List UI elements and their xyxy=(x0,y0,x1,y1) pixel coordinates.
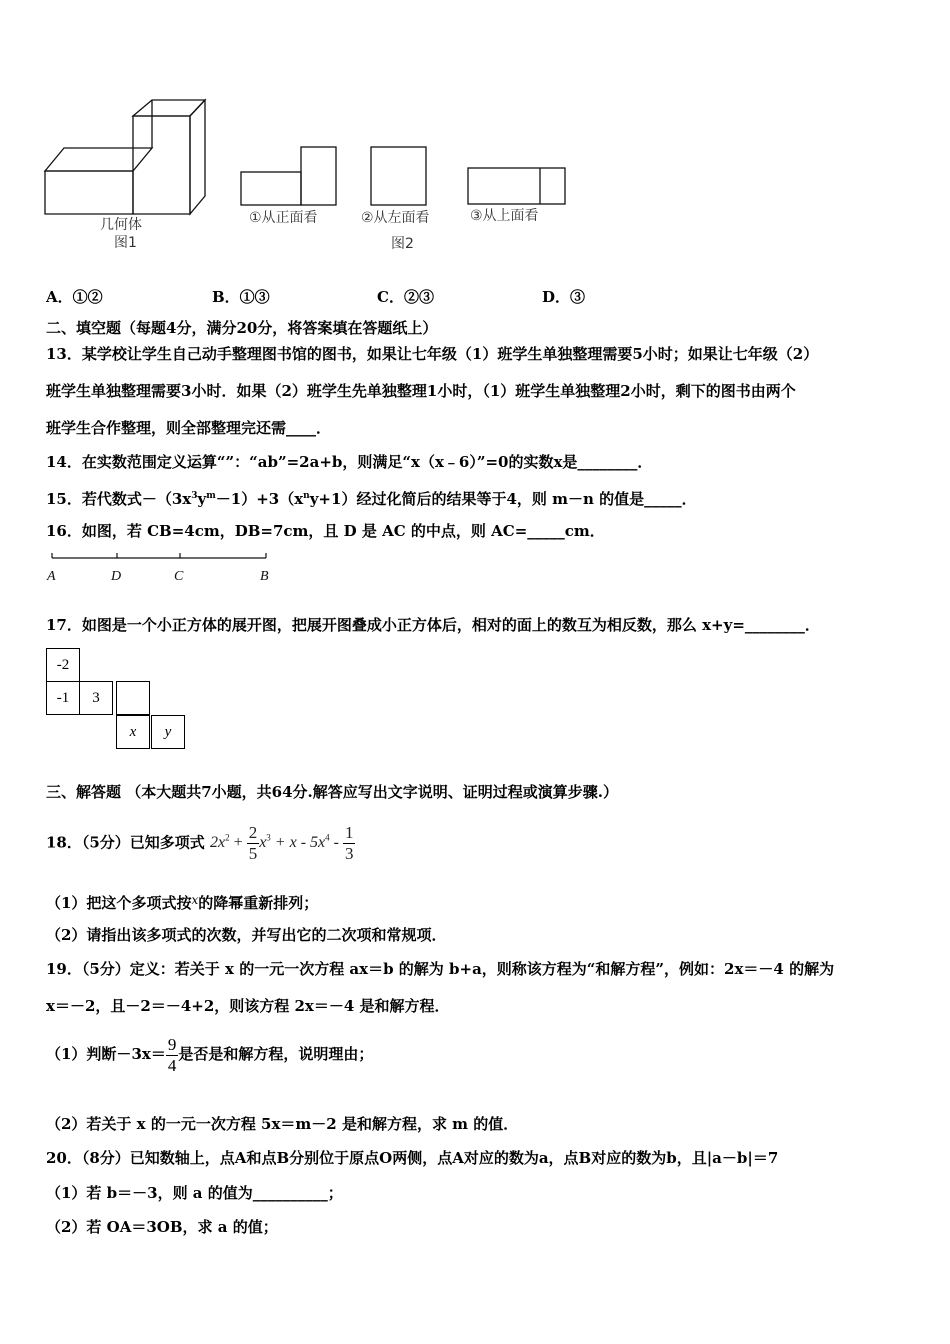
option-d: D．③ xyxy=(542,288,586,306)
q18 xyxy=(46,818,355,864)
q15-mid2: －1）+3（x xyxy=(215,490,304,508)
q15-pre: 15．若代数式－（3x xyxy=(46,490,192,508)
q18-minus: - xyxy=(333,834,339,852)
figure-1-solid-label: 几何体 xyxy=(100,217,142,233)
q18-prefix: 18．（5分）已知多项式 xyxy=(46,833,205,852)
q14: 14．在实数范围定义运算“”：“ab”=2a+b，则满足“x（x﹣6）”=0的实数x是________． xyxy=(46,453,653,471)
q19-line-2: x＝－2，且－2＝－4+2，则该方程 2x＝－4 是和解方程． xyxy=(46,997,450,1015)
q18-exp-3: 3 xyxy=(266,833,271,843)
net-cell-y: y xyxy=(151,715,185,749)
net-cell-neg1: -1 xyxy=(46,681,80,715)
q19-line-1: 19．（5分）定义：若关于 x 的一元一次方程 ax＝b 的解为 b+a，则称该方程为“和解方程”，例如：2x＝－4 的解为 xyxy=(46,960,835,978)
q19-fraction-9-4: $\frac{9}{4}$ xyxy=(167,1034,177,1075)
figure-2-caption: 图2 xyxy=(391,236,414,252)
point-d-label: D xyxy=(111,569,122,584)
q18-term-a: 2x xyxy=(210,834,226,852)
q15-exp-3: 3 xyxy=(191,491,198,501)
q18-exp-4: 4 xyxy=(325,833,330,843)
number-line-figure xyxy=(44,550,274,584)
q18-var-x: x xyxy=(191,893,199,907)
option-b: B．①③ xyxy=(212,288,270,306)
view-left-label: ②从左面看 xyxy=(361,210,430,226)
net-cell-x: x xyxy=(116,715,150,749)
q17: 17．如图是一个小正方体的展开图，把展开图叠成小正方体后，相对的面上的数互为相反数，那么 x+y=________． xyxy=(46,616,820,634)
q18-term-b: x xyxy=(259,834,267,852)
q18-exp-2: 2 xyxy=(225,833,230,843)
q18-fraction-1-3: $\frac{1}{3}$ xyxy=(344,823,354,864)
q13-line-3: 班学生合作整理，则全部整理完还需____． xyxy=(46,419,332,437)
point-b-label: B xyxy=(260,569,269,584)
q15 xyxy=(46,486,697,509)
figure-1-solid xyxy=(40,96,210,221)
net-cell-neg2: -2 xyxy=(46,648,80,682)
q19-part-2: （2）若关于 x 的一元一次方程 5x＝m－2 是和解方程，求 m 的值． xyxy=(46,1115,519,1133)
section-2-heading: 二、填空题（每题4分，满分20分，将答案填在答题纸上） xyxy=(46,319,438,337)
figure-2-views xyxy=(238,142,570,212)
q18-term-c: + x - 5x xyxy=(274,834,326,852)
q15-mid1: y xyxy=(197,490,207,508)
q18-part-2: （2）请指出该多项式的次数，并写出它的二次项和常规项． xyxy=(46,926,447,944)
q20-part-1: （1）若 b＝－3，则 a 的值为__________； xyxy=(46,1184,343,1202)
q13-line-2: 班学生单独整理需要3小时．如果（2）班学生先单独整理1小时，（1）班学生单独整理2小时，剩下的图书由两个 xyxy=(46,382,796,400)
option-c: C．②③ xyxy=(377,288,434,306)
section-3-heading: 三、解答题 （本大题共7小题，共64分.解答应写出文字说明、证明过程或演算步骤.） xyxy=(46,783,618,801)
option-a: A．①② xyxy=(46,288,103,306)
q16: 16．如图，若 CB=4cm，DB=7cm，且 D 是 AC 的中点，则 AC=_____cm． xyxy=(46,522,605,540)
figure-1-caption: 图1 xyxy=(114,235,137,251)
net-cell-blank xyxy=(116,681,150,715)
q15-exp-n: n xyxy=(303,491,310,501)
view-top-label: ③从上面看 xyxy=(470,208,539,224)
q15-exp-m: m xyxy=(206,491,216,501)
q19-part-1: （1）判断－3x＝ $\frac{9}{4}$ 是否是和解方程，说明理由； xyxy=(46,1034,374,1075)
q18-plus: + xyxy=(233,834,243,852)
q20-line-1: 20．（8分）已知数轴上，点A和点B分别位于原点O两侧，点A对应的数为a，点B对应的数为b，且|a－b|＝7 xyxy=(46,1149,779,1167)
q20-part-2: （2）若 OA＝3OB，求 a 的值； xyxy=(46,1218,278,1236)
point-c-label: C xyxy=(174,569,184,584)
net-cell-3: 3 xyxy=(79,681,113,715)
q18-polynomial xyxy=(210,823,355,864)
q18-part-1: （1）把这个多项式按$^x$的降幂重新排列； xyxy=(46,893,319,912)
q18-fraction-2-5: $\frac{2}{5}$ xyxy=(248,823,258,864)
q13-line-1: 13．某学校让学生自己动手整理图书馆的图书，如果让七年级（1）班学生单独整理需要5小时；如果让七年级（2） xyxy=(46,345,819,363)
view-front-label: ①从正面看 xyxy=(249,210,318,226)
q15-post: y+1）经过化简后的结果等于4，则 m－n 的值是_____． xyxy=(309,490,697,508)
point-a-label: A xyxy=(47,569,56,584)
